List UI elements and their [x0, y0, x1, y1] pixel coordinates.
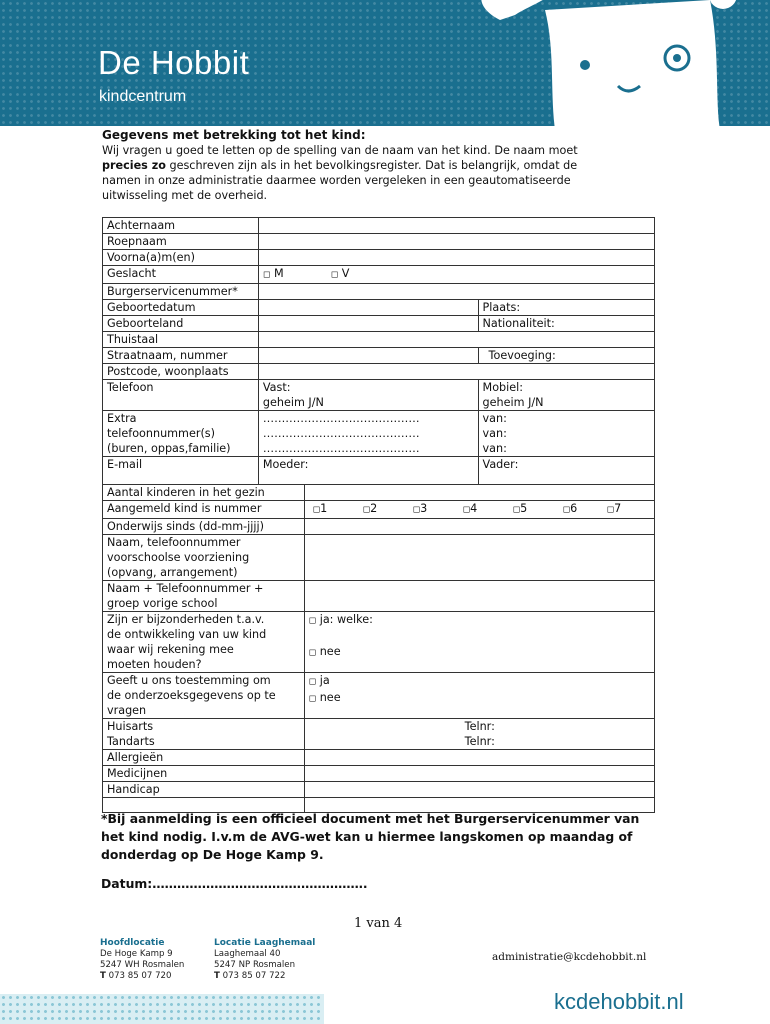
checkbox-ja[interactable]: ◻ ja	[308, 674, 330, 687]
loc2-title: Locatie Laaghemaal	[214, 938, 316, 948]
option-4[interactable]: ◻4	[462, 502, 478, 515]
vast-label: Vast:	[262, 381, 291, 394]
option-5[interactable]: ◻5	[512, 502, 528, 515]
telefoon-mobiel-field[interactable]	[478, 380, 654, 411]
vorige-line-2: groep vorige school	[107, 597, 218, 610]
website-link[interactable]: kcdehobbit.nl	[554, 989, 684, 1014]
straat-field[interactable]	[258, 348, 478, 364]
label-vorige-school	[103, 581, 305, 612]
loc1-phone: T 073 85 07 720	[100, 971, 172, 981]
voornamen-field[interactable]	[258, 250, 654, 266]
thuistaal-field[interactable]	[258, 332, 654, 348]
footer-pattern	[0, 994, 324, 1024]
mascot-logo-icon	[470, 0, 770, 126]
table-row	[103, 300, 655, 316]
mobiel-geheim: geheim J/N	[482, 396, 544, 409]
notice-line-3: donderdag op De Hoge Kamp 9.	[101, 847, 324, 862]
van-line-1: van:	[482, 412, 507, 425]
table-row	[103, 719, 655, 750]
label-aangemeld: Aangemeld kind is nummer	[103, 501, 305, 519]
table-row	[103, 581, 655, 612]
option-1[interactable]: ◻1	[312, 502, 328, 515]
page-header	[0, 0, 770, 126]
artsen-field[interactable]	[304, 719, 654, 750]
vorige-school-field[interactable]	[304, 581, 654, 612]
loc1-address: De Hoge Kamp 9	[100, 949, 173, 959]
loc2-phone: T 073 85 07 722	[214, 971, 286, 981]
label-bijzonderheden	[103, 612, 305, 673]
label-straat: Straatnaam, nummer	[103, 348, 259, 364]
roepnaam-field[interactable]	[258, 234, 654, 250]
table-row	[103, 750, 655, 766]
intro-text	[102, 128, 662, 203]
bijzonderheden-field	[304, 612, 654, 673]
email-moeder-field[interactable]: Moeder:	[258, 457, 478, 485]
loc1-postcode: 5247 WH Rosmalen	[100, 960, 185, 970]
huisarts-telnr: Telnr:	[464, 720, 495, 733]
table-row	[103, 234, 655, 250]
huisarts-label: Huisarts	[107, 720, 154, 733]
option-6[interactable]: ◻6	[562, 502, 578, 515]
label-postcode: Postcode, woonplaats	[103, 364, 259, 380]
loc2-address: Laaghemaal 40	[214, 949, 281, 959]
geslacht-m-label: M	[273, 267, 284, 280]
page-number: 1 van 4	[354, 916, 403, 931]
loc1-title: Hoofdlocatie	[100, 938, 165, 948]
date-field[interactable]: Datum:…………………………………………….	[101, 876, 368, 891]
child-school-table	[102, 484, 655, 813]
label-voornamen: Voorna(a)m(en)	[103, 250, 259, 266]
bijz-line-1: Zijn er bijzonderheden t.a.v.	[107, 613, 265, 626]
intro-line-2	[102, 158, 662, 173]
toevoeging-field[interactable]: Toevoeging:	[478, 348, 654, 364]
label-onderwijs: Onderwijs sinds (dd-mm-jjjj)	[103, 519, 305, 535]
table-row	[103, 218, 655, 234]
brand-subtitle: kindcentrum	[99, 88, 187, 105]
label-artsen	[103, 719, 305, 750]
extra-numbers-field[interactable]	[258, 411, 478, 457]
handicap-field[interactable]	[304, 782, 654, 798]
checkbox-m[interactable]: ◻	[262, 270, 271, 280]
voorschools-line-1: Naam, telefoonnummer	[107, 536, 241, 549]
intro-line-1: Wij vragen u goed te letten op de spelling van de naam van het kind. De naam moet	[102, 144, 578, 157]
label-email: E-mail	[103, 457, 259, 485]
table-row	[103, 348, 655, 364]
table-row	[103, 535, 655, 581]
checkbox-nee[interactable]: ◻ nee	[308, 691, 341, 704]
table-row	[103, 380, 655, 411]
voorschools-field[interactable]	[304, 535, 654, 581]
option-3[interactable]: ◻3	[412, 502, 428, 515]
telefoon-vast-field[interactable]	[258, 380, 478, 411]
voorschools-line-3: (opvang, arrangement)	[107, 566, 238, 579]
intro-line-3: namen in onze administratie daarmee worden vergeleken in een geautomatiseerde	[102, 174, 571, 187]
aantal-field[interactable]	[304, 485, 654, 501]
dots-line-3: ……………………………………	[262, 442, 420, 455]
bsn-field[interactable]	[258, 284, 654, 300]
notice-line-2: het kind nodig. I.v.m de AVG-wet kan u hiermee langskomen op maandag of	[101, 829, 633, 844]
label-bsn: Burgerservicenummer*	[103, 284, 259, 300]
label-aantal: Aantal kinderen in het gezin	[103, 485, 305, 501]
table-row	[103, 316, 655, 332]
van-line-3: van:	[482, 442, 507, 455]
extra-line-3: (buren, oppas,familie)	[107, 442, 231, 455]
voorschools-line-2: voorschoolse voorziening	[107, 551, 250, 564]
postcode-field[interactable]	[258, 364, 654, 380]
table-row	[103, 284, 655, 300]
dots-line-1: ……………………………………	[262, 412, 420, 425]
dots-line-2: ……………………………………	[262, 427, 420, 440]
nationaliteit-field[interactable]: Nationaliteit:	[478, 316, 654, 332]
contact-email[interactable]: administratie@kcdehobbit.nl	[492, 951, 647, 963]
van-line-2: van:	[482, 427, 507, 440]
intro-emphasis: precies zo	[102, 159, 166, 172]
toest-line-3: vragen	[107, 704, 147, 717]
label-geboortedatum: Geboortedatum	[103, 300, 259, 316]
bijz-line-3: waar wij rekening mee	[107, 643, 234, 656]
notice-line-1: *Bij aanmelding is een officieel document met het Burgerservicenummer van	[101, 811, 640, 826]
bijz-line-2: de ontwikkeling van uw kind	[107, 628, 267, 641]
table-row	[103, 782, 655, 798]
table-row	[103, 457, 655, 485]
geslacht-field	[258, 266, 654, 284]
label-medicijnen: Medicijnen	[103, 766, 305, 782]
brand-name: De Hobbit	[98, 44, 250, 81]
allergieen-field[interactable]	[304, 750, 654, 766]
label-thuistaal: Thuistaal	[103, 332, 259, 348]
label-extra	[103, 411, 259, 457]
onderwijs-field[interactable]	[304, 519, 654, 535]
location-laaghemaal	[214, 938, 315, 982]
label-voorschools	[103, 535, 305, 581]
toestemming-field	[304, 673, 654, 719]
table-row	[103, 766, 655, 782]
label-geslacht: Geslacht	[103, 266, 259, 284]
table-row	[103, 364, 655, 380]
label-allergieen: Allergieën	[103, 750, 305, 766]
tandarts-label: Tandarts	[107, 735, 155, 748]
bsn-notice	[101, 810, 661, 864]
child-details-table	[102, 217, 655, 485]
table-row	[103, 266, 655, 284]
geboorteland-field[interactable]	[258, 316, 478, 332]
mobiel-label: Mobiel:	[482, 381, 524, 394]
label-roepnaam: Roepnaam	[103, 234, 259, 250]
achternaam-field[interactable]	[258, 218, 654, 234]
extra-van-field[interactable]	[478, 411, 654, 457]
medicijnen-field[interactable]	[304, 766, 654, 782]
label-telefoon: Telefoon	[103, 380, 259, 411]
extra-line-2: telefoonnummer(s)	[107, 427, 215, 440]
label-achternaam: Achternaam	[103, 218, 259, 234]
option-7[interactable]: ◻7	[606, 502, 622, 515]
label-handicap: Handicap	[103, 782, 305, 798]
email-vader-field[interactable]: Vader:	[478, 457, 654, 485]
table-row	[103, 612, 655, 673]
table-row	[103, 411, 655, 457]
table-row	[103, 501, 655, 519]
bijz-line-4: moeten houden?	[107, 658, 202, 671]
table-row	[103, 250, 655, 266]
checkbox-nee-bijz[interactable]: ◻ nee	[308, 645, 341, 658]
label-toestemming	[103, 673, 305, 719]
aangemeld-options	[304, 501, 654, 519]
geslacht-v-label: V	[341, 267, 350, 280]
intro-line-4: uitwisseling met de overheid.	[102, 189, 268, 202]
location-main	[100, 938, 184, 982]
table-row	[103, 485, 655, 501]
toest-line-2: de onderzoeksgegevens op te	[107, 689, 276, 702]
plaats-field[interactable]: Plaats:	[478, 300, 654, 316]
checkbox-ja-welke[interactable]: ◻ ja: welke:	[308, 613, 373, 626]
option-2[interactable]: ◻2	[362, 502, 378, 515]
table-row	[103, 673, 655, 719]
loc2-postcode: 5247 NP Rosmalen	[214, 960, 296, 970]
table-row	[103, 332, 655, 348]
extra-line-1: Extra	[107, 412, 137, 425]
label-geboorteland: Geboorteland	[103, 316, 259, 332]
checkbox-v[interactable]: ◻	[330, 270, 339, 280]
table-row	[103, 519, 655, 535]
intro-line-2-rest: geschreven zijn als in het bevolkingsregister. Dat is belangrijk, omdat de	[165, 159, 578, 172]
vast-geheim: geheim J/N	[262, 396, 324, 409]
toest-line-1: Geeft u ons toestemming om	[107, 674, 271, 687]
geboortedatum-field[interactable]	[258, 300, 478, 316]
tandarts-telnr: Telnr:	[464, 735, 495, 748]
intro-heading: Gegevens met betrekking tot het kind:	[102, 128, 366, 142]
vorige-line-1: Naam + Telefoonnummer +	[107, 582, 264, 595]
